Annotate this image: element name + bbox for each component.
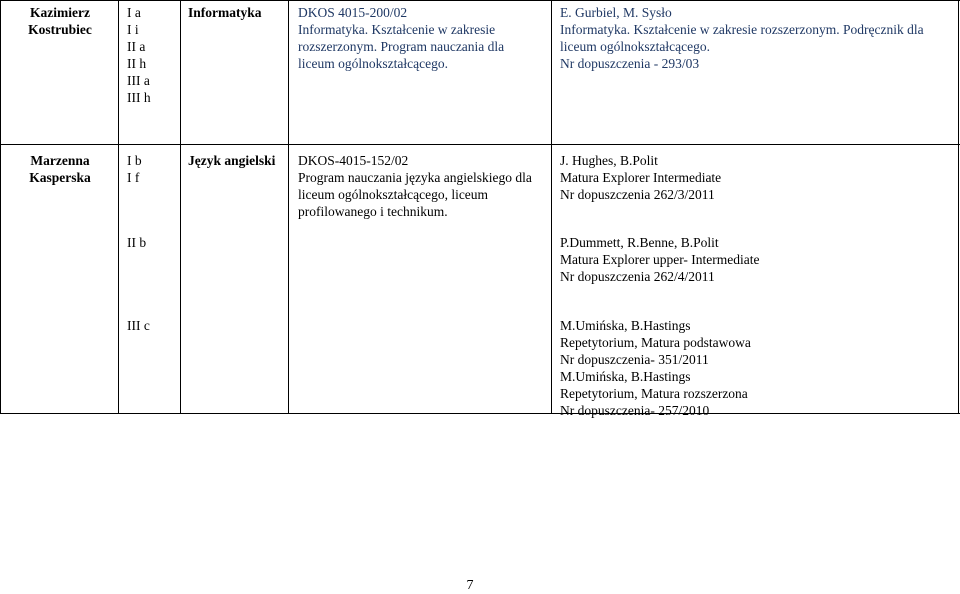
subject-label: Informatyka (188, 5, 262, 20)
program-cell (298, 152, 532, 220)
program-line: rozszerzonym. Program nauczania dla (298, 39, 505, 54)
teacher-cell (2, 4, 118, 38)
textbook-line: Nr dopuszczenia- 351/2011 (560, 352, 709, 367)
subject-cell (188, 152, 275, 169)
program-line: Program nauczania języka angielskiego dla (298, 170, 532, 185)
textbook-line: Matura Explorer upper- Intermediate (560, 252, 760, 267)
table-rule-h (0, 144, 960, 145)
teacher-surname: Kostrubiec (28, 22, 92, 37)
classes-cell (127, 234, 146, 251)
program-line: DKOS-4015-152/02 (298, 153, 409, 168)
textbook-line: M.Umińska, B.Hastings (560, 318, 691, 333)
classes-cell (127, 317, 150, 334)
program-cell (298, 4, 504, 72)
classes-cell (127, 152, 142, 186)
class-label: I i (127, 22, 139, 37)
textbook-cell (560, 317, 751, 419)
table-rule-v (180, 0, 181, 414)
classes-cell (127, 4, 151, 106)
program-line: DKOS 4015-200/02 (298, 5, 408, 20)
program-line: Informatyka. Kształcenie w zakresie (298, 22, 496, 37)
program-line: profilowanego i technikum. (298, 204, 448, 219)
teacher-surname: Kasperska (29, 170, 91, 185)
textbook-line: Matura Explorer Intermediate (560, 170, 722, 185)
table-rule-v (551, 0, 552, 414)
class-label: III h (127, 90, 151, 105)
textbook-line: liceum ogólnokształcącego. (560, 39, 710, 54)
table-rule-v (118, 0, 119, 414)
textbook-cell (560, 234, 760, 285)
table-rule-v (958, 0, 959, 414)
table-rule-h (0, 413, 960, 414)
class-label: III a (127, 73, 150, 88)
textbook-line: Repetytorium, Matura podstawowa (560, 335, 751, 350)
textbook-line: M.Umińska, B.Hastings (560, 369, 691, 384)
class-label: I b (127, 153, 142, 168)
subject-cell (188, 4, 262, 21)
textbook-line: P.Dummett, R.Benne, B.Polit (560, 235, 719, 250)
textbook-line: E. Gurbiel, M. Sysło (560, 5, 672, 20)
teacher-name: Marzenna (30, 153, 90, 168)
table-rule-h (0, 0, 960, 1)
class-label: II h (127, 56, 147, 71)
class-label: II a (127, 39, 146, 54)
textbook-line: J. Hughes, B.Polit (560, 153, 658, 168)
textbook-line: Informatyka. Kształcenie w zakresie rozszerzonym. Podręcznik dla (560, 22, 924, 37)
textbook-line: Repetytorium, Matura rozszerzona (560, 386, 748, 401)
textbook-line: Nr dopuszczenia 262/4/2011 (560, 269, 715, 284)
class-label: II b (127, 235, 147, 250)
subject-label: Język angielski (188, 153, 276, 168)
table-rule-v (0, 0, 1, 414)
page-number: 7 (466, 578, 474, 593)
teacher-cell (2, 152, 118, 186)
class-label: III c (127, 318, 150, 333)
program-line: liceum ogólnokształcącego. (298, 56, 448, 71)
teacher-name: Kazimierz (30, 5, 90, 20)
class-label: I a (127, 5, 141, 20)
program-line: liceum ogólnokształcącego, liceum (298, 187, 489, 202)
class-label: I f (127, 170, 140, 185)
table-rule-v (288, 0, 289, 414)
textbook-line: Nr dopuszczenia 262/3/2011 (560, 187, 715, 202)
textbook-cell (560, 4, 924, 72)
textbook-cell (560, 152, 721, 203)
textbook-line: Nr dopuszczenia- 257/2010 (560, 403, 710, 418)
textbook-line: Nr dopuszczenia - 293/03 (560, 56, 700, 71)
